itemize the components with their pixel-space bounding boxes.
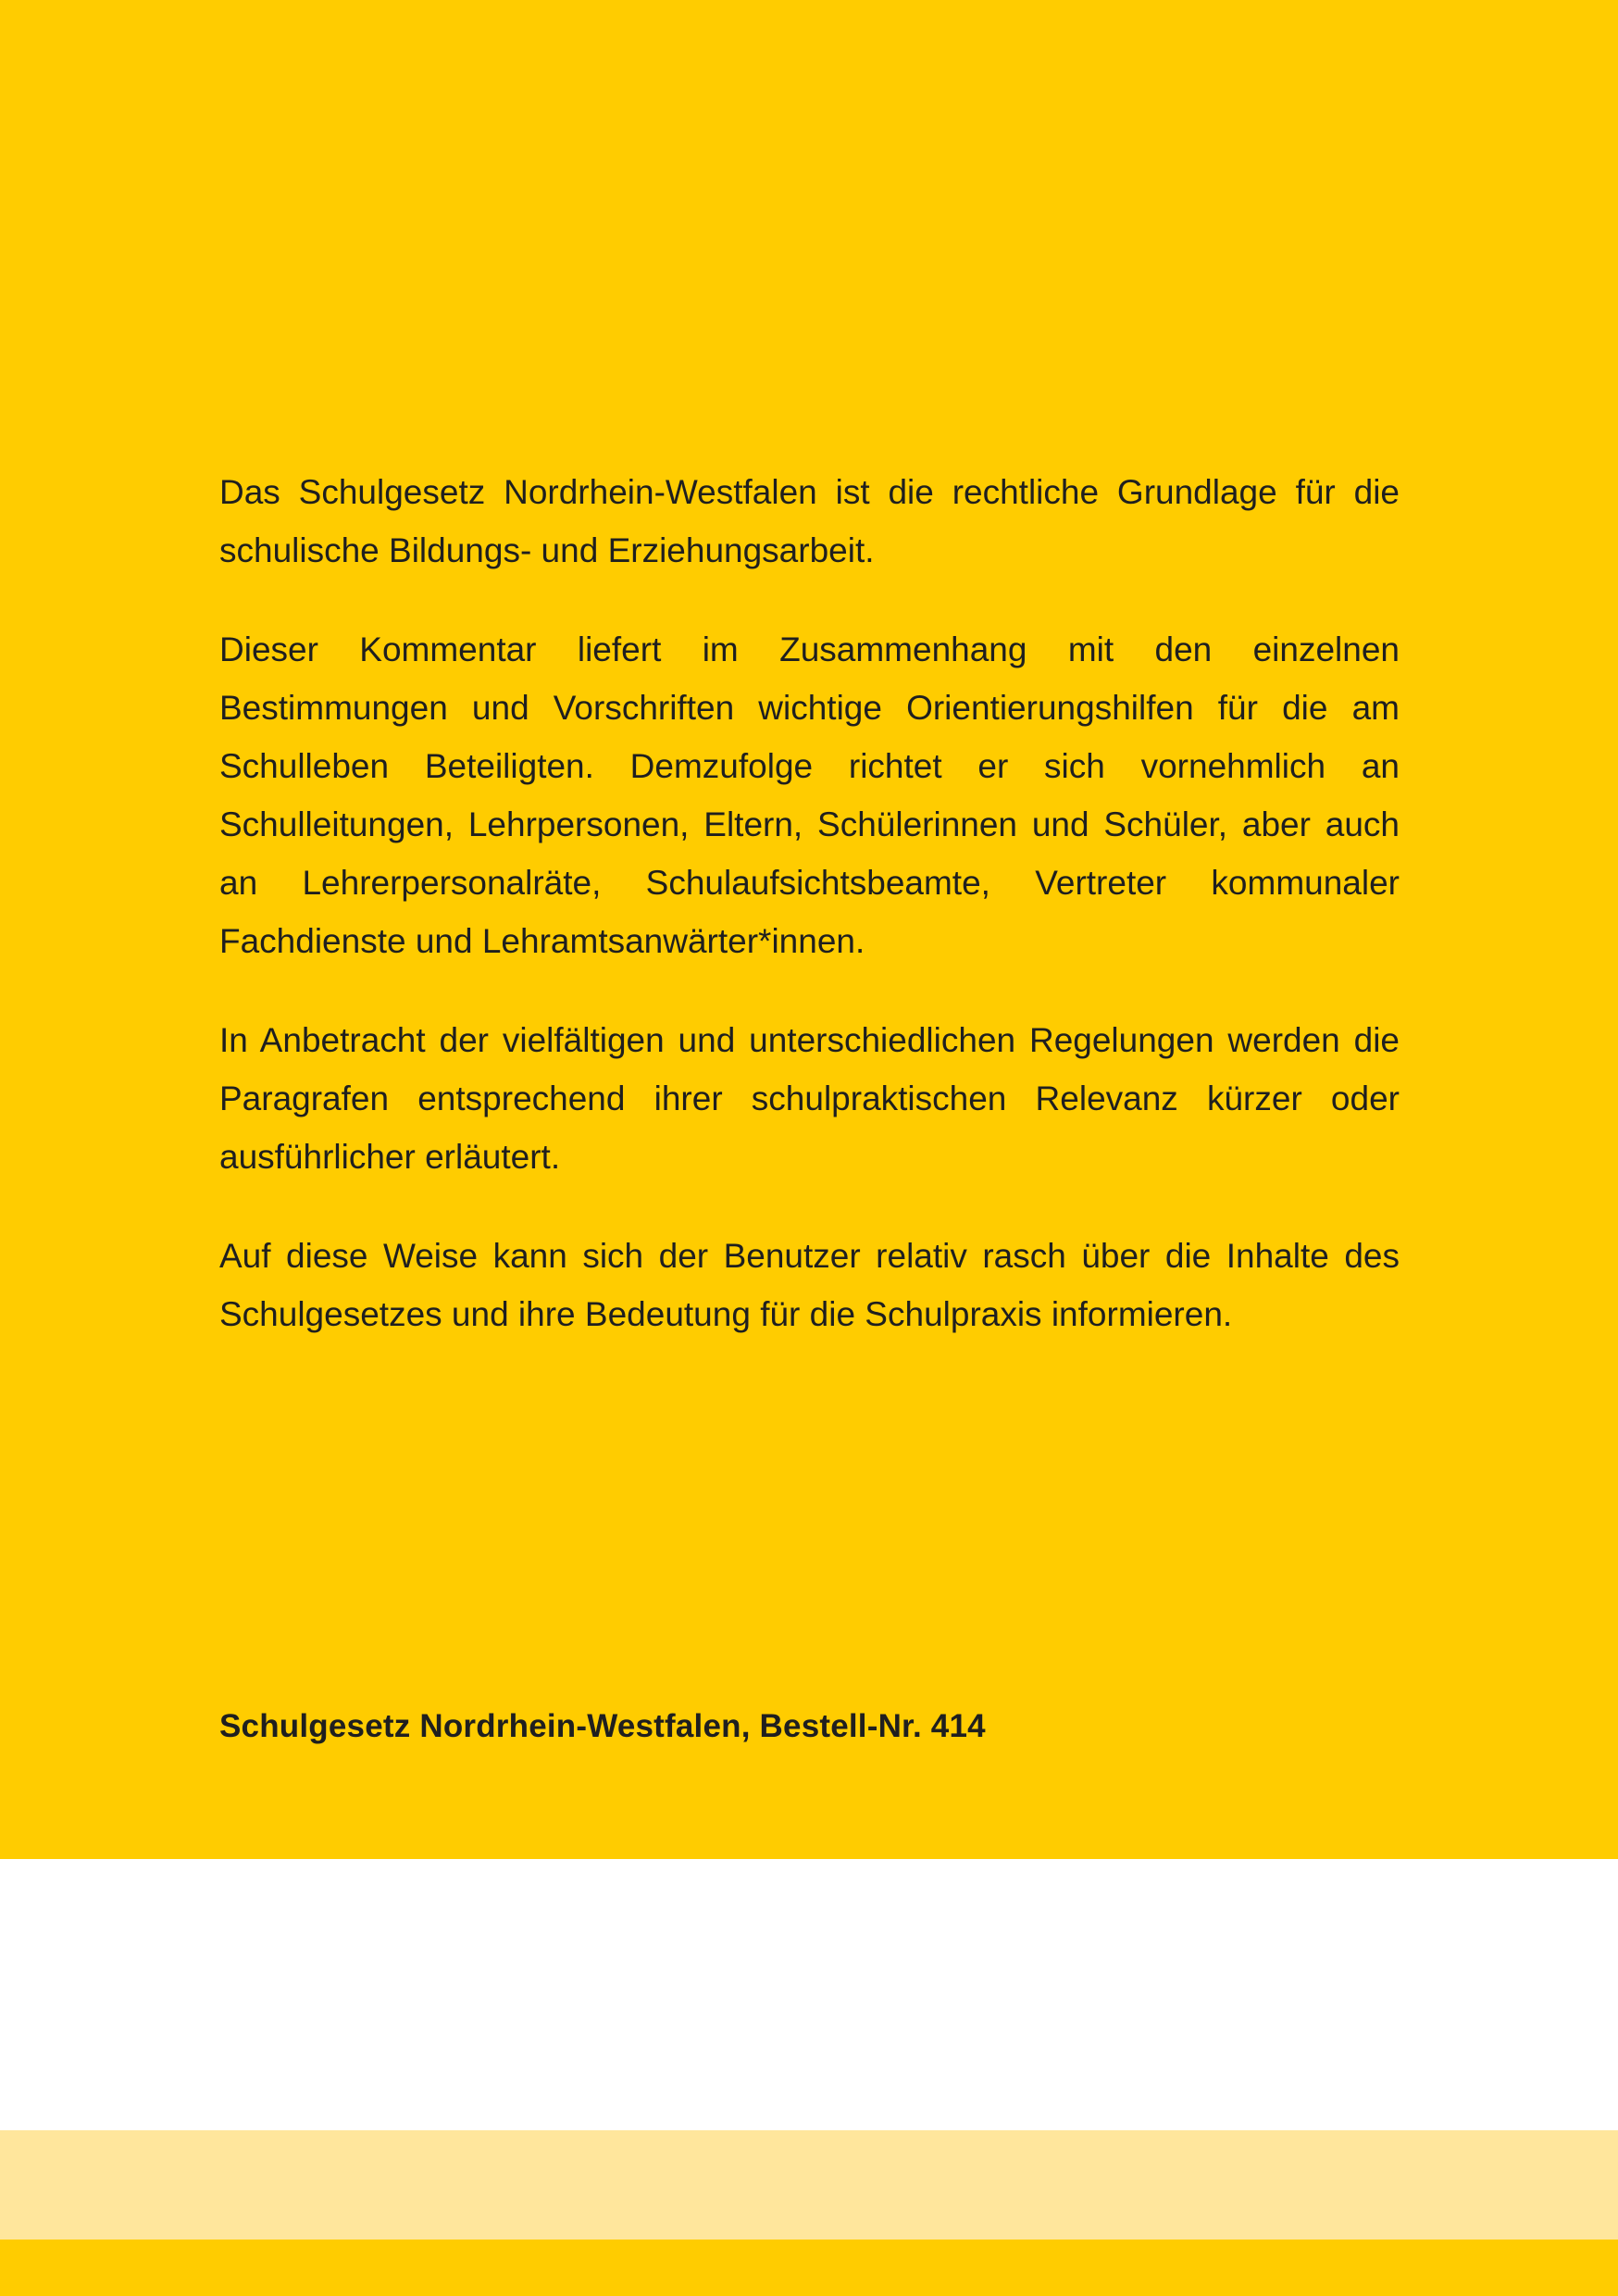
- description-paragraph-3: In Anbetracht der vielfältigen und unterschiedlichen Regelungen werden die Paragrafen entsprechend ihrer schulpraktischen Relevanz kürzer oder ausführlicher erläutert.: [219, 1021, 1400, 1176]
- pale-yellow-band: [0, 2130, 1618, 2240]
- description-paragraph-4: Auf diese Weise kann sich der Benutzer relativ rasch über die Inhalte des Schulgesetzes und ihre Bedeutung für die Schulpraxis informieren.: [219, 1237, 1400, 1333]
- description-paragraph-2: Dieser Kommentar liefert im Zusammenhang mit den einzelnen Bestimmungen und Vorschriften wichtige Orientierungshilfen für die am Schulleben Beteiligten. Demzufolge richtet er sich vornehmlich an Schulleitungen, Lehrpersonen, Eltern, Schülerinnen und Schüler, aber auch an Lehrerpersonalräte, Schulaufsichtsbeamte, Vertreter kommunaler Fachdienste und Lehramtsanwärter*innen.: [219, 630, 1400, 960]
- description-text: [219, 463, 1400, 1384]
- description-paragraph-1: Das Schulgesetz Nordrhein-Westfalen ist die rechtliche Grundlage für die schulische Bildungs- und Erziehungsarbeit.: [219, 473, 1400, 569]
- bottom-yellow-band: [0, 2240, 1618, 2296]
- white-band: [0, 1859, 1618, 2130]
- order-number-line: Schulgesetz Nordrhein-Westfalen, Bestell-Nr. 414: [219, 1708, 986, 1744]
